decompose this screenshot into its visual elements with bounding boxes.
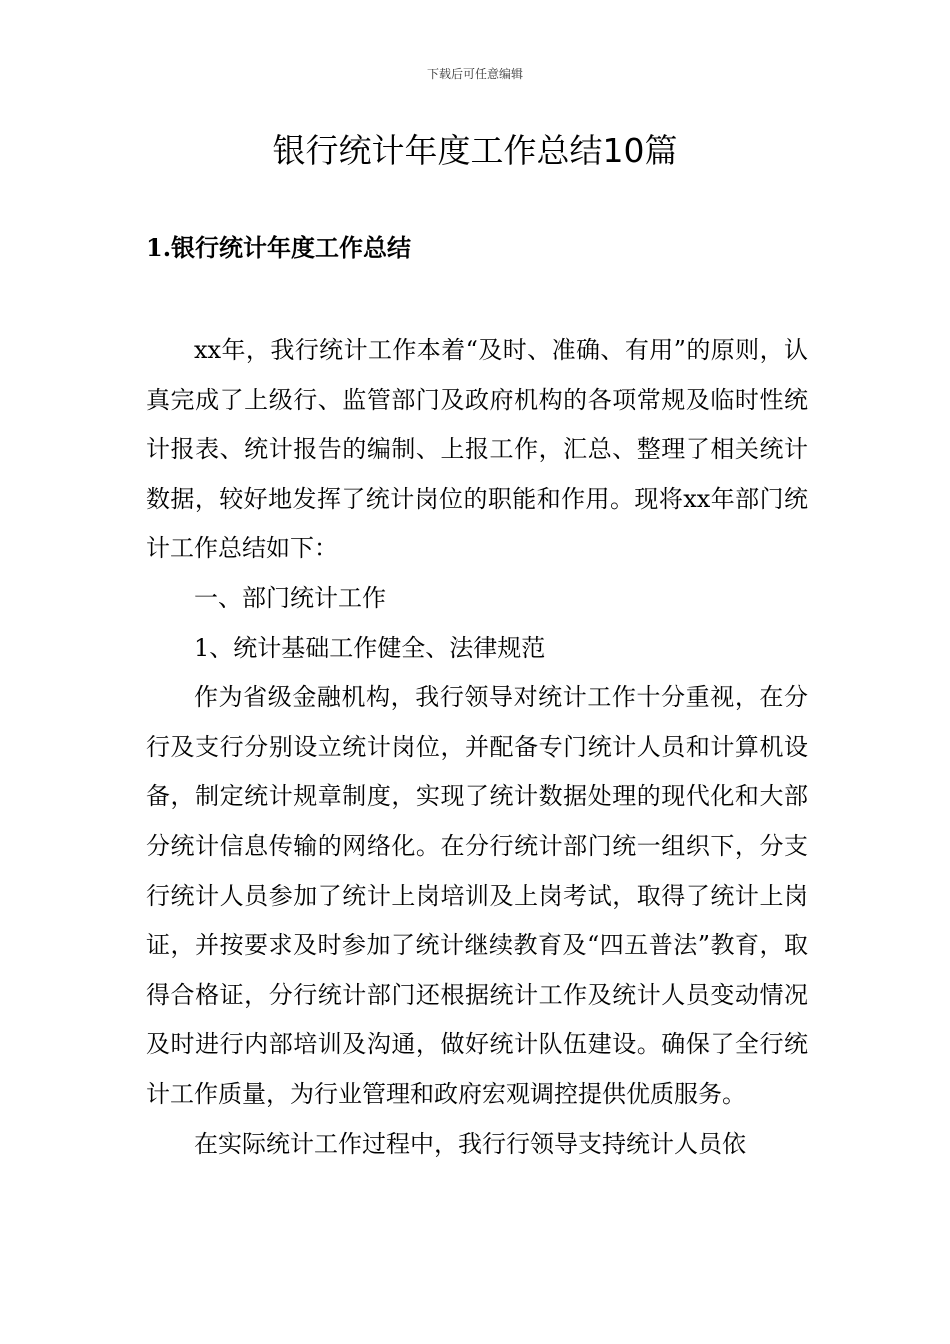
header-note: 下载后可任意编辑 [426, 67, 523, 81]
paragraph-continued: 在实际统计工作过程中，我行行领导支持统计人员依 [194, 1129, 746, 1158]
paragraph-subheading-2: 1、统计基础工作健全、法律规范 [194, 633, 546, 662]
paragraph-body: 作为省级金融机构，我行领导对统计工作十分重视，在分行及支行分别设立统计岗位，并配备专门统计人员和计算机设备，制定统计规章制度，实现了统计数据处理的现代化和大部分统计信息传输的网络化。在分行统计部门统一组织下，分支行统计人员参加了统计上岗培训及上岗考试，取得了统计上岗证，并按要求及时参加了统计继续教育及“四五普法”教育，取得合格证，分行统计部门还根据统计工作及统计人员变动情况及时进行内部培训及沟通，做好统计队伍建设。确保了全行统计工作质量，为行业管理和政府宏观调控提供优质服务。 [146, 683, 808, 1108]
paragraph-intro: xx年，我行统计工作本着“及时、准确、有用”的原则，认真完成了上级行、监管部门及政府机构的各项常规及临时性统计报表、统计报告的编制、上报工作，汇总、整理了相关统计数据，较好地发挥了统计岗位的职能和作用。现将xx年部门统计工作总结如下： [146, 336, 808, 563]
body-text [146, 326, 808, 1169]
paragraph-subheading-1: 一、部门统计工作 [194, 583, 386, 612]
section-heading: 1.银行统计年度工作总结 [146, 233, 412, 262]
document-title: 银行统计年度工作总结10篇 [272, 131, 678, 170]
